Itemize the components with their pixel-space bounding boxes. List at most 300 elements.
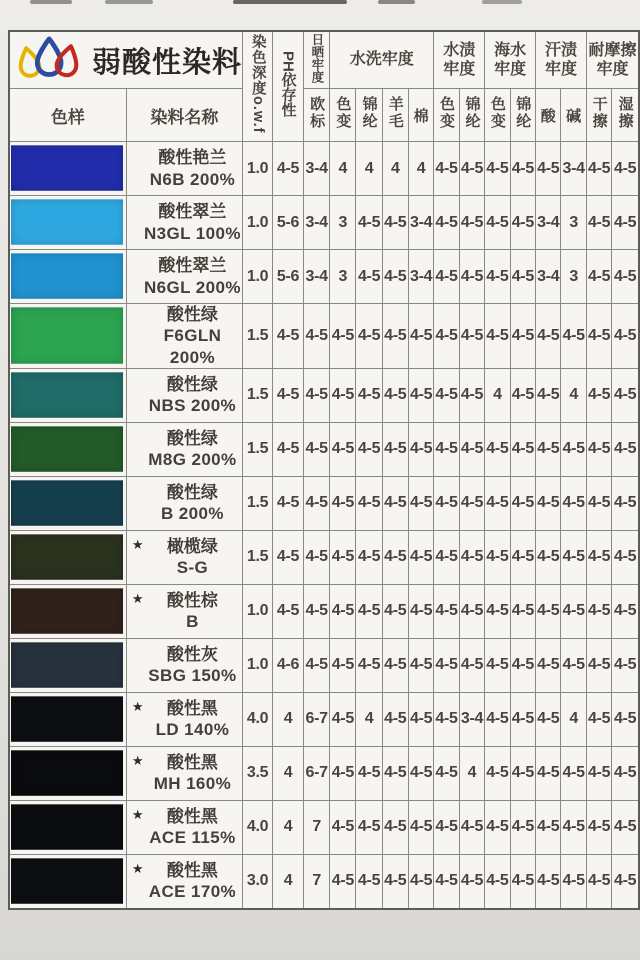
rating-cell: 4-5 [304, 368, 330, 422]
star-icon: ★ [131, 860, 144, 876]
rating-cell: 4-5 [356, 638, 382, 692]
rating-cell: 4-5 [459, 368, 484, 422]
rating-cell: 4-5 [510, 746, 535, 800]
rating-cell: 4-5 [485, 692, 510, 746]
rating-cell: 4-5 [459, 196, 484, 250]
rating-cell: 4-5 [510, 530, 535, 584]
page-top-artifact [378, 0, 415, 4]
rating-cell: 4-5 [612, 854, 639, 909]
rating-cell: 4-5 [434, 142, 459, 196]
col-header-ph-dependency: PH依存性 [273, 31, 304, 142]
rating-cell: 4-5 [330, 530, 356, 584]
fabric-swatch [11, 696, 123, 742]
rating-cell: 4-5 [510, 142, 535, 196]
rating-cell: 4-5 [382, 584, 408, 638]
rating-cell: 4-5 [586, 142, 611, 196]
rating-cell: 4-5 [273, 142, 304, 196]
rating-cell: 4-5 [304, 584, 330, 638]
rating-cell: 4-5 [510, 304, 535, 369]
rating-cell: 4-5 [434, 530, 459, 584]
rating-cell: 4-5 [536, 476, 561, 530]
rating-cell: 4-5 [382, 854, 408, 909]
fabric-swatch [11, 588, 123, 634]
rating-cell: 3-4 [304, 196, 330, 250]
rating-cell: 3-4 [459, 692, 484, 746]
rating-cell: 4-5 [459, 304, 484, 369]
dye-code: SBG 150% [148, 666, 237, 686]
rating-cell: 4-5 [330, 584, 356, 638]
rating-cell: 4-5 [273, 304, 304, 369]
rating-cell: 4-5 [586, 196, 611, 250]
rating-cell: 4-5 [459, 476, 484, 530]
rating-cell: 4-5 [330, 422, 356, 476]
fabric-swatch [11, 642, 123, 688]
rating-cell: 4 [273, 746, 304, 800]
rating-cell: 1.5 [243, 422, 273, 476]
color-swatch-cell [9, 638, 126, 692]
rating-cell: 4-5 [510, 250, 535, 304]
fabric-swatch [11, 372, 123, 418]
rating-cell: 3 [561, 250, 586, 304]
dye-code: N6GL 200% [144, 277, 241, 297]
rating-cell: 4-5 [382, 304, 408, 369]
rating-cell: 4-5 [510, 638, 535, 692]
rating-cell: 3 [561, 196, 586, 250]
rating-cell: 4-5 [612, 304, 639, 369]
rating-cell: 4-5 [586, 854, 611, 909]
rating-cell: 4-5 [561, 746, 586, 800]
rating-cell: 4-5 [382, 476, 408, 530]
rating-cell: 4-5 [304, 422, 330, 476]
rating-cell: 4-5 [536, 584, 561, 638]
dye-code: S-G [176, 558, 209, 578]
fabric-swatch [11, 804, 123, 850]
dye-name-cell [126, 746, 242, 800]
rating-cell: 3-4 [536, 250, 561, 304]
rating-cell: 4-5 [485, 800, 510, 854]
dye-name-cn: 酸性绿 [166, 429, 218, 448]
rating-cell: 4-5 [434, 692, 459, 746]
rating-cell: 1.0 [243, 142, 273, 196]
rating-cell: 4-5 [382, 692, 408, 746]
dye-name-cn: 酸性黑 [166, 807, 218, 826]
rating-cell: 3 [330, 250, 356, 304]
rating-cell: 1.0 [243, 196, 273, 250]
color-swatch-cell [9, 476, 126, 530]
rating-cell: 4-5 [485, 476, 510, 530]
rating-cell: 4-5 [408, 422, 433, 476]
rating-cell: 4 [561, 368, 586, 422]
rating-cell: 4-5 [485, 304, 510, 369]
rating-cell: 4-5 [273, 530, 304, 584]
dye-name-cell [126, 196, 242, 250]
rating-cell: 4-5 [434, 304, 459, 369]
rating-cell: 4-5 [612, 530, 639, 584]
rating-cell: 4-5 [612, 422, 639, 476]
rating-cell: 4-5 [434, 422, 459, 476]
col-header-seawater-fastness: 海水 牢度 [485, 31, 536, 89]
rating-cell: 4-5 [382, 250, 408, 304]
col-header-light-fastness: 日晒牢度 [304, 31, 330, 89]
col-header-sweat-alkali: 碱 [561, 89, 586, 142]
rating-cell: 4-5 [485, 142, 510, 196]
color-swatch-cell [9, 250, 126, 304]
rating-cell: 4-5 [510, 368, 535, 422]
rating-cell: 4-5 [382, 530, 408, 584]
rating-cell: 4-5 [536, 530, 561, 584]
dye-row [9, 692, 639, 746]
fabric-swatch [11, 750, 123, 796]
rating-cell: 4-5 [382, 196, 408, 250]
rating-cell: 4-5 [536, 638, 561, 692]
rating-cell: 4-5 [408, 638, 433, 692]
rating-cell: 1.5 [243, 530, 273, 584]
rating-cell: 4-5 [382, 746, 408, 800]
dye-name-cell [126, 476, 242, 530]
rating-cell: 4-5 [459, 422, 484, 476]
rating-cell: 5-6 [273, 196, 304, 250]
rating-cell: 4-5 [561, 800, 586, 854]
color-swatch-cell [9, 800, 126, 854]
rating-cell: 4-5 [408, 746, 433, 800]
rating-cell: 4-5 [485, 746, 510, 800]
rating-cell: 4-5 [356, 584, 382, 638]
rating-cell: 4-5 [536, 746, 561, 800]
rating-cell: 4-5 [561, 584, 586, 638]
rating-cell: 4-5 [434, 196, 459, 250]
rating-cell: 4-5 [408, 854, 433, 909]
dye-row [9, 638, 639, 692]
rating-cell: 4-5 [510, 196, 535, 250]
dye-name-cell [126, 368, 242, 422]
dye-code: B 200% [160, 504, 224, 524]
rating-cell: 4-5 [586, 746, 611, 800]
dye-code: LD 140% [155, 720, 230, 740]
col-header-dye-name: 染料名称 [126, 89, 242, 142]
rating-cell: 4-5 [434, 800, 459, 854]
dye-row [9, 250, 639, 304]
rating-cell: 4-5 [356, 800, 382, 854]
rating-cell: 4-5 [561, 422, 586, 476]
fabric-swatch [11, 253, 123, 299]
star-icon: ★ [131, 698, 144, 714]
rating-cell: 4-5 [356, 304, 382, 369]
rating-cell: 4-5 [408, 304, 433, 369]
rating-cell: 4-5 [304, 476, 330, 530]
rating-cell: 4-5 [510, 800, 535, 854]
fabric-swatch [11, 426, 123, 472]
rating-cell: 4-5 [408, 800, 433, 854]
rating-cell: 4-5 [536, 142, 561, 196]
rating-cell: 4-5 [586, 584, 611, 638]
rating-cell: 3.5 [243, 746, 273, 800]
dye-name-cell [126, 584, 242, 638]
rating-cell: 4 [408, 142, 433, 196]
star-icon: ★ [131, 590, 144, 606]
rating-cell: 4-5 [536, 854, 561, 909]
col-header-eu-standard: 欧标 [304, 89, 330, 142]
rating-cell: 4-5 [510, 476, 535, 530]
rating-cell: 4-5 [356, 196, 382, 250]
dye-name-cn: 酸性绿 [166, 305, 218, 324]
dye-name-cn: 酸性绿 [166, 375, 218, 394]
col-header-water-nylon: 锦纶 [459, 89, 484, 142]
rating-cell: 6-7 [304, 746, 330, 800]
rating-cell: 4-5 [459, 854, 484, 909]
rating-cell: 4-5 [408, 692, 433, 746]
rating-cell: 4-5 [382, 422, 408, 476]
dye-name-cn: 酸性黑 [166, 753, 218, 772]
dye-name-cn: 酸性艳兰 [158, 148, 227, 168]
rating-cell: 4 [382, 142, 408, 196]
col-header-sweat-acid: 酸 [536, 89, 561, 142]
rating-cell: 4 [330, 142, 356, 196]
rating-cell: 4 [356, 692, 382, 746]
brand-header [9, 31, 243, 89]
rating-cell: 4-5 [586, 638, 611, 692]
rating-cell: 4-5 [612, 692, 639, 746]
dye-name-cell [126, 692, 242, 746]
rating-cell: 4-5 [586, 250, 611, 304]
dye-code: N6B 200% [149, 169, 236, 189]
rating-cell: 4-5 [273, 476, 304, 530]
dye-name-cn: 酸性棕 [166, 591, 218, 610]
rating-cell: 4-5 [356, 368, 382, 422]
dye-row [9, 142, 639, 196]
col-header-wash-wool: 羊毛 [382, 89, 408, 142]
rating-cell: 4-5 [382, 800, 408, 854]
color-swatch-cell [9, 196, 126, 250]
dye-row [9, 530, 639, 584]
col-header-rubbing-fastness: 耐摩擦 牢度 [586, 31, 639, 89]
dye-row [9, 304, 639, 369]
page-top-artifact [105, 0, 153, 4]
dye-code: N3GL 100% [144, 223, 241, 243]
rating-cell: 4-5 [561, 476, 586, 530]
rating-cell: 4 [561, 692, 586, 746]
col-header-wash-shade-change: 色变 [330, 89, 356, 142]
dye-code: ACE 170% [148, 882, 237, 902]
rating-cell: 4-5 [536, 304, 561, 369]
rating-cell: 4-5 [408, 584, 433, 638]
page-top-artifact [30, 0, 72, 4]
rating-cell: 4-5 [485, 854, 510, 909]
rating-cell: 4-5 [485, 422, 510, 476]
dye-row [9, 584, 639, 638]
rating-cell: 4-5 [485, 196, 510, 250]
dye-row [9, 476, 639, 530]
rating-cell: 4-5 [330, 800, 356, 854]
dye-row [9, 746, 639, 800]
fabric-swatch [11, 307, 123, 364]
rating-cell: 1.0 [243, 638, 273, 692]
rating-cell: 3-4 [408, 196, 433, 250]
rating-cell: 1.5 [243, 476, 273, 530]
col-header-water-shade-change: 色变 [434, 89, 459, 142]
rating-cell: 4-6 [273, 638, 304, 692]
dye-name-cell [126, 800, 242, 854]
rating-cell: 4-5 [612, 368, 639, 422]
rating-cell: 4-5 [356, 476, 382, 530]
rating-cell: 4-5 [510, 584, 535, 638]
col-header-color-sample: 色样 [9, 89, 126, 142]
rating-cell: 4-5 [330, 638, 356, 692]
rating-cell: 4-5 [273, 368, 304, 422]
rating-cell: 4-5 [330, 692, 356, 746]
rating-cell: 4-5 [485, 638, 510, 692]
rating-cell: 1.0 [243, 584, 273, 638]
dye-name-cn: 橄榄绿 [166, 537, 218, 556]
rating-cell: 4-5 [330, 476, 356, 530]
rating-cell: 4-5 [510, 692, 535, 746]
rating-cell: 4-5 [434, 746, 459, 800]
color-swatch-cell [9, 584, 126, 638]
rating-cell: 4-5 [586, 422, 611, 476]
color-swatch-cell [9, 422, 126, 476]
page-top-artifact [233, 0, 347, 4]
rating-cell: 4-5 [485, 530, 510, 584]
dye-fastness-table [8, 30, 640, 910]
rating-cell: 4-5 [536, 800, 561, 854]
color-swatch-cell [9, 692, 126, 746]
page-top-artifact [482, 0, 522, 4]
color-swatch-cell [9, 304, 126, 369]
rating-cell: 3.0 [243, 854, 273, 909]
star-icon: ★ [131, 806, 144, 822]
dye-row [9, 800, 639, 854]
dye-name-cn: 酸性灰 [166, 645, 218, 664]
droplets-logo-icon [16, 34, 86, 86]
rating-cell: 4-5 [459, 800, 484, 854]
col-header-rub-wet: 湿擦 [612, 89, 639, 142]
rating-cell: 3 [330, 196, 356, 250]
rating-cell: 1.5 [243, 368, 273, 422]
rating-cell: 4-5 [356, 422, 382, 476]
rating-cell: 4.0 [243, 692, 273, 746]
rating-cell: 4-5 [485, 250, 510, 304]
dye-name-cell [126, 250, 242, 304]
rating-cell: 4 [485, 368, 510, 422]
star-icon: ★ [131, 536, 144, 552]
rating-cell: 4-5 [612, 746, 639, 800]
rating-cell: 4-5 [434, 584, 459, 638]
rating-cell: 3-4 [561, 142, 586, 196]
rating-cell: 4-5 [536, 692, 561, 746]
rating-cell: 4-5 [434, 368, 459, 422]
fabric-swatch [11, 145, 123, 191]
rating-cell: 4-5 [273, 584, 304, 638]
dye-code: B [186, 612, 199, 632]
col-header-wash-nylon: 锦纶 [356, 89, 382, 142]
rating-cell: 4-5 [612, 584, 639, 638]
rating-cell: 4 [273, 692, 304, 746]
rating-cell: 4 [459, 746, 484, 800]
rating-cell: 4-5 [459, 638, 484, 692]
rating-cell: 4-5 [330, 368, 356, 422]
dye-code: NBS 200% [148, 396, 237, 416]
rating-cell: 4-5 [586, 530, 611, 584]
dye-name-cn: 酸性黑 [166, 699, 218, 718]
rating-cell: 4-5 [408, 476, 433, 530]
dye-row [9, 368, 639, 422]
dye-name-cn: 酸性绿 [166, 483, 218, 502]
rating-cell: 7 [304, 854, 330, 909]
rating-cell: 4-5 [434, 250, 459, 304]
rating-cell: 4-5 [356, 746, 382, 800]
rating-cell: 4-5 [586, 476, 611, 530]
rating-cell: 4-5 [612, 196, 639, 250]
rating-cell: 4-5 [408, 530, 433, 584]
rating-cell: 3-4 [536, 196, 561, 250]
dye-code: ACE 115% [149, 828, 236, 848]
fabric-swatch [11, 858, 123, 904]
rating-cell: 4-5 [408, 368, 433, 422]
rating-cell: 6-7 [304, 692, 330, 746]
rating-cell: 4-5 [459, 530, 484, 584]
rating-cell: 3-4 [304, 142, 330, 196]
dye-name-cell [126, 422, 242, 476]
dye-name-cn: 酸性翠兰 [158, 202, 227, 222]
rating-cell: 4-5 [356, 250, 382, 304]
rating-cell: 5-6 [273, 250, 304, 304]
card-title: 弱酸性染料 [92, 46, 243, 79]
rating-cell: 1.5 [243, 304, 273, 369]
col-header-rub-dry: 干擦 [586, 89, 611, 142]
rating-cell: 4-5 [304, 530, 330, 584]
color-swatch-cell [9, 746, 126, 800]
col-header-sea-shade-change: 色变 [485, 89, 510, 142]
rating-cell: 4 [356, 142, 382, 196]
dye-name-cn: 酸性黑 [166, 861, 218, 880]
rating-cell: 4-5 [586, 304, 611, 369]
dye-name-cell [126, 142, 242, 196]
fabric-swatch [11, 199, 123, 245]
dye-code: M8G 200% [148, 450, 237, 470]
dye-row [9, 854, 639, 909]
col-header-water-fastness: 水渍 牢度 [434, 31, 485, 89]
color-swatch-cell [9, 142, 126, 196]
rating-cell: 4-5 [459, 142, 484, 196]
col-header-wash-cotton: 棉 [408, 89, 433, 142]
dye-name-cell [126, 530, 242, 584]
rating-cell: 4-5 [356, 854, 382, 909]
rating-cell: 4-5 [459, 250, 484, 304]
dye-name-cell [126, 304, 242, 369]
dye-name-cell [126, 638, 242, 692]
rating-cell: 4.0 [243, 800, 273, 854]
rating-cell: 4-5 [536, 422, 561, 476]
rating-cell: 4-5 [382, 368, 408, 422]
rating-cell: 4-5 [273, 422, 304, 476]
rating-cell: 4-5 [459, 584, 484, 638]
rating-cell: 4-5 [536, 368, 561, 422]
rating-cell: 4-5 [485, 584, 510, 638]
dye-name-cell [126, 854, 242, 909]
rating-cell: 3-4 [408, 250, 433, 304]
color-swatch-cell [9, 530, 126, 584]
rating-cell: 4-5 [434, 638, 459, 692]
fabric-swatch [11, 534, 123, 580]
rating-cell: 3-4 [304, 250, 330, 304]
rating-cell: 4-5 [304, 304, 330, 369]
rating-cell: 4 [273, 800, 304, 854]
dye-rows [9, 142, 639, 909]
star-icon: ★ [131, 752, 144, 768]
color-swatch-cell [9, 368, 126, 422]
rating-cell: 4-5 [434, 854, 459, 909]
rating-cell: 1.0 [243, 250, 273, 304]
rating-cell: 4-5 [304, 638, 330, 692]
